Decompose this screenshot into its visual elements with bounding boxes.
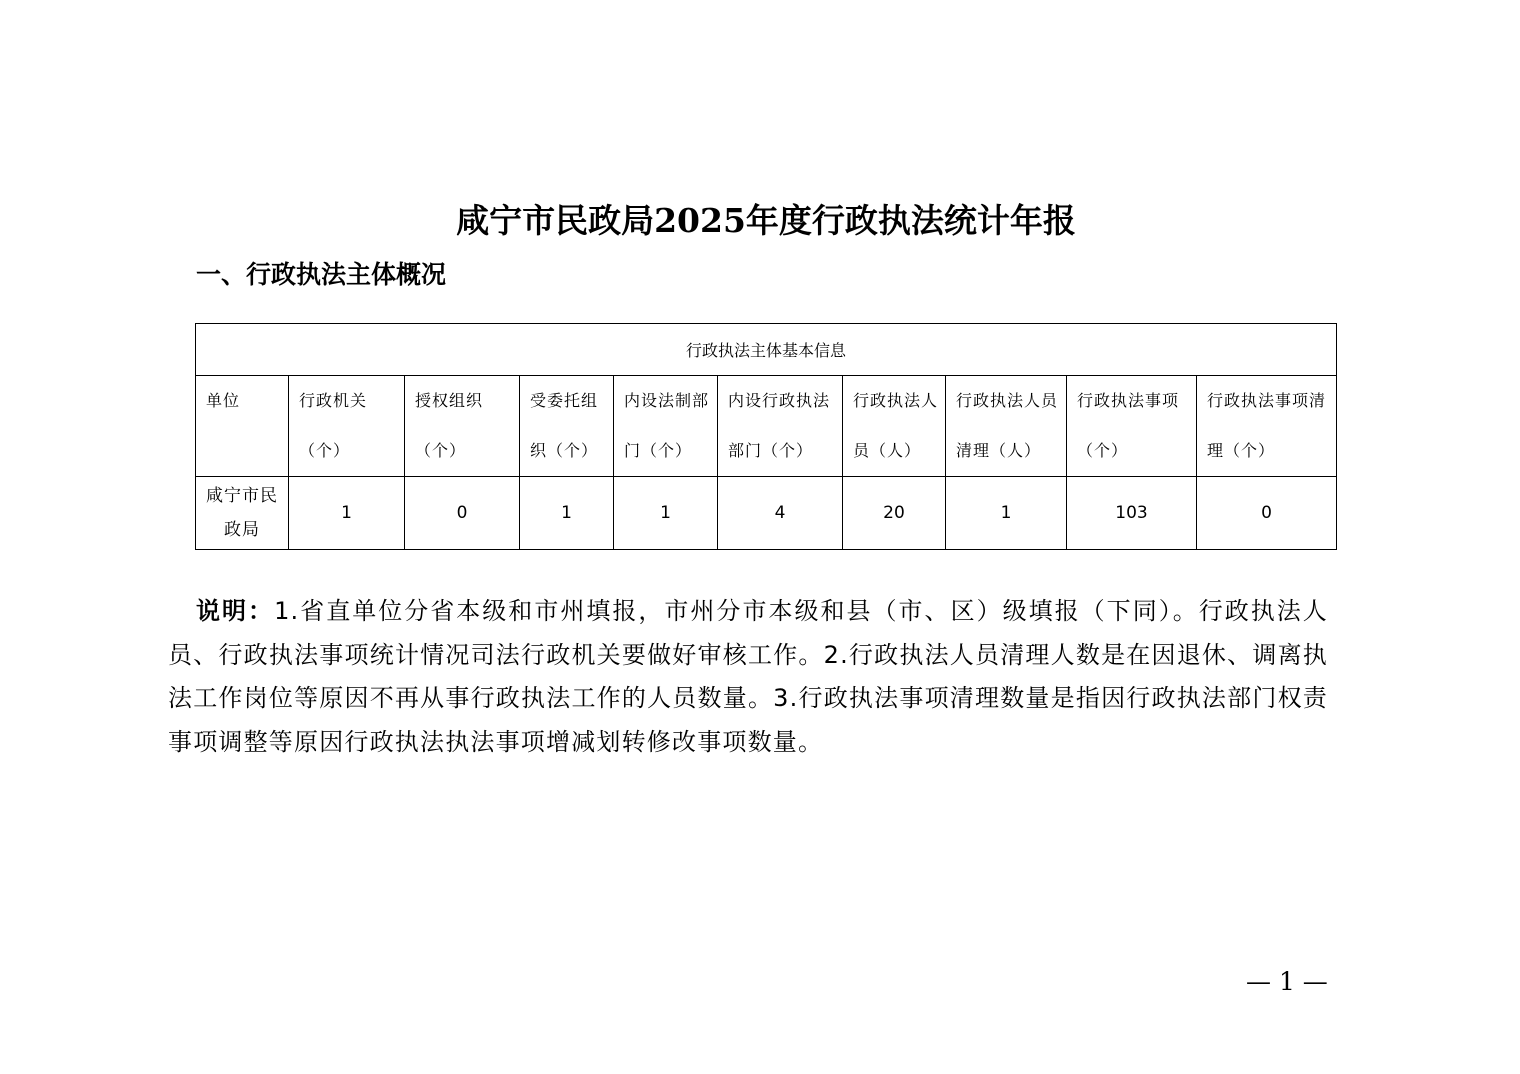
- table-caption: 行政执法主体基本信息: [196, 324, 1337, 376]
- cell-staff-cleanup: 1: [946, 477, 1067, 550]
- cell-authorized-orgs: 0: [405, 477, 520, 550]
- cell-enforcement-items: 103: [1067, 477, 1197, 550]
- header-entrusted-orgs: 受委托组织（个）: [520, 376, 614, 477]
- section-heading: 一、行政执法主体概况: [196, 260, 447, 289]
- header-enforcement-items: 行政执法事项（个）: [1067, 376, 1197, 477]
- header-enforcement-depts: 内设行政执法部门（个）: [718, 376, 843, 477]
- note-text: 1.省直单位分省本级和市州填报，市州分市本级和县（市、区）级填报（下同）。行政执法人员、行政执法事项统计情况司法行政机关要做好审核工作。2.行政执法人员清理人数是在因退休、调离执法工作岗位等原因不再从事行政执法工作的人员数量。3.行政执法事项清理数量是指因行政执法部门权责事项调整等原因行政执法执法事项增减划转修改事项数量。: [168, 597, 1329, 756]
- table-caption-row: [196, 324, 1337, 376]
- cell-admin-organs: 1: [289, 477, 405, 550]
- header-legal-depts: 内设法制部门（个）: [614, 376, 718, 477]
- enforcement-info-table: [195, 323, 1337, 550]
- cell-items-cleanup: 0: [1197, 477, 1337, 550]
- header-staff-cleanup: 行政执法人员清理（人）: [946, 376, 1067, 477]
- cell-legal-depts: 1: [614, 477, 718, 550]
- cell-unit: 咸宁市民政局: [196, 477, 289, 550]
- table-row: [196, 477, 1337, 550]
- explanatory-note: [168, 589, 1328, 764]
- cell-enforcement-depts: 4: [718, 477, 843, 550]
- page-number: — 1 —: [1246, 967, 1328, 996]
- header-items-cleanup: 行政执法事项清理（个）: [1197, 376, 1337, 477]
- table-header-row: [196, 376, 1337, 477]
- header-unit: 单位: [196, 376, 289, 477]
- header-admin-organs: 行政机关（个）: [289, 376, 405, 477]
- cell-enforcement-staff: 20: [843, 477, 946, 550]
- document-title: 咸宁市民政局2025年度行政执法统计年报: [456, 201, 1076, 240]
- note-label: 说明：: [196, 596, 275, 625]
- header-authorized-orgs: 授权组织（个）: [405, 376, 520, 477]
- header-enforcement-staff: 行政执法人员（人）: [843, 376, 946, 477]
- cell-entrusted-orgs: 1: [520, 477, 614, 550]
